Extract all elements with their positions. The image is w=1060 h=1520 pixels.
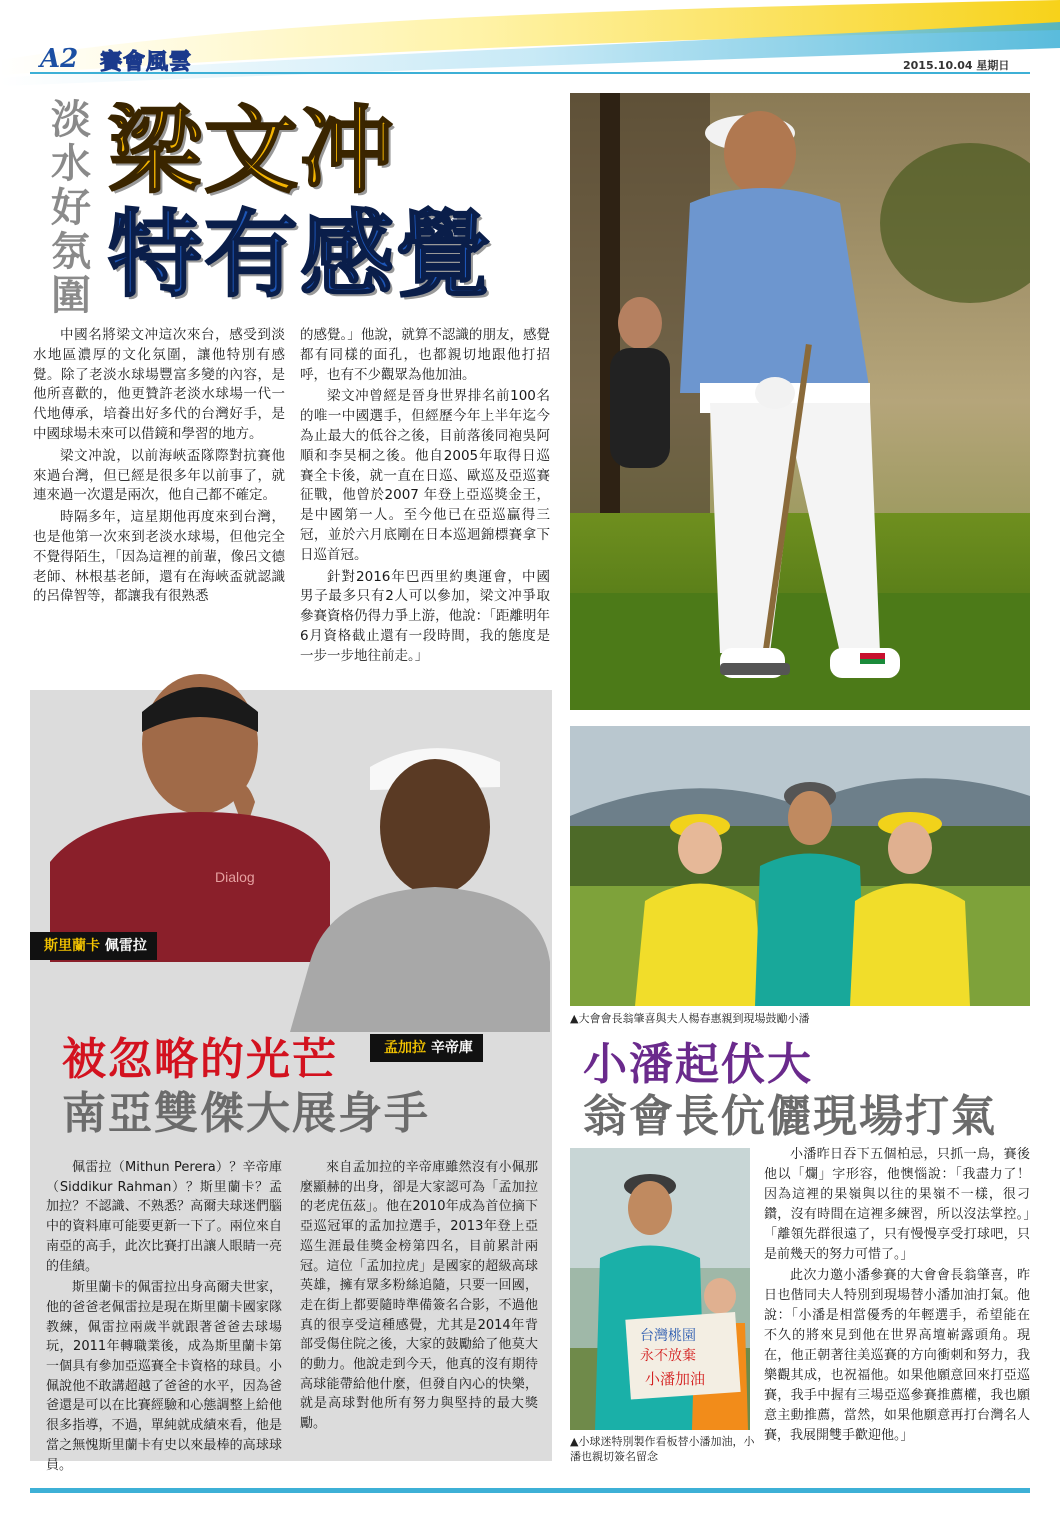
pan-headline: 小潘起伏大: [583, 1039, 813, 1090]
headline-line-2: 特有感覺: [108, 201, 493, 310]
fan-sign-photo: [570, 1148, 750, 1430]
paragraph: 小潘昨日吞下五個柏忌，只抓一鳥，賽後他以「爛」字形容，他懊惱說：「我盡力了！因為這裡的果嶺與以往的果嶺不一樣，很刁鑽，沒有時間在這裡多練習，所以沒法掌控。」「離領先群很遠了，只有慢慢享受打球吧，只是前幾天的努力可惜了。」: [764, 1147, 1030, 1262]
pan-subheadline: 翁會長伉儷現場打氣: [583, 1091, 997, 1142]
vertical-kicker: [48, 98, 94, 318]
south-asia-col-1: [46, 1158, 282, 1477]
name-tag-country: 斯里蘭卡: [44, 938, 100, 954]
footer-rule: [30, 1488, 1030, 1493]
paragraph: 時隔多年，這星期他再度來到台灣，也是他第一次來到老淡水球場，但他完全不覺得陌生，「因為這裡的前輩，像呂文德老師、林根基老師，還有在海峽盃就認識的呂偉智等，都讓我有很熟悉: [33, 509, 285, 605]
kicker-char: 淡: [51, 96, 91, 143]
sign-text: 永不放棄: [640, 1348, 696, 1364]
kicker-char: 圍: [51, 272, 91, 319]
paragraph: 梁文冲說，以前海峽盃隊際對抗賽他來過台灣，但已經是很多年以前事了，就連來過一次還是兩次，他自己都不確定。: [33, 447, 285, 504]
kicker-char: 氛: [51, 228, 91, 275]
name-tag-perera: [30, 932, 157, 960]
paragraph: 來自孟加拉的辛帝庫雖然沒有小佩那麼顯赫的出身，卻是大家認可為「孟加拉的老虎伍茲」。他在2010年成為首位摘下亞巡冠軍的孟加拉選手，2013年登上亞巡生涯最佳獎金榜第四名，目前累計兩冠。這位「孟加拉虎」是國家的超級高球英雄，擁有眾多粉絲追隨，只要一回國，走在街上都要隨時準備簽名合影，不過他真的很享受這種感覺，尤其是2014年背部受傷住院之後，大家的鼓勵給了他莫大的動力。他說走到今天，他真的沒有期待高球能帶給他什麼，但發自內心的快樂，就是高球對他所有努力與堅持的最大獎勵。: [300, 1160, 538, 1432]
name-tag-country: 孟加拉: [384, 1040, 426, 1056]
section-title: 賽會風雲: [100, 50, 193, 75]
name-tag-siddikur: [370, 1034, 483, 1062]
group-photo-caption: ▲大會會長翁肇喜與夫人楊春惠親到現場鼓勵小潘: [570, 1012, 810, 1025]
name-tag-name: 辛帝庫: [430, 1040, 473, 1056]
main-headline: [108, 97, 493, 310]
main-article-col-2: [300, 326, 550, 669]
name-tag-name: 佩雷拉: [104, 938, 147, 954]
south-asia-players-photo: [30, 662, 550, 1032]
page-number: A2: [40, 44, 79, 74]
south-asia-col-2: [300, 1158, 538, 1436]
shirt-logo-text: Dialog: [215, 869, 255, 885]
main-article-col-1: [33, 326, 285, 609]
golfer-putting-photo: [570, 93, 1030, 710]
pan-article: [764, 1145, 1030, 1448]
paragraph: 的感覺。」他說，就算不認識的朋友，感覺都有同樣的面孔，也都親切地跟他打招呼，也有不少觀眾為他加油。: [300, 327, 550, 383]
paragraph: 此次力邀小潘參賽的大會會長翁肇喜，昨日也偕同夫人特別到現場替小潘加油打氣。他說：「小潘是相當優秀的年輕選手，希望能在不久的將來見到他在世界高壇嶄露頭角。現在，他正朝著往美巡賽的方向衝刺和努力，我樂觀其成，也祝福他。如果他願意回來打亞巡賽，我手中握有三場亞巡參賽推薦權，我也願意主動推薦，當然，如果他願意再打台灣名人賽，我展開雙手歡迎他。」: [764, 1268, 1030, 1443]
headline-line-1: 梁文冲: [108, 97, 397, 206]
page-header: [0, 0, 1060, 90]
paragraph: 梁文冲曾經是晉身世界排名前100名的唯一中國選手，但經歷今年上半年迄今為止最大的低谷之後，目前落後同袍吳阿順和李昊桐之後。他自2005年取得日巡賽全卡後，就一直在日巡、歐巡及亞巡賽征戰，他曾於2007 年登上亞巡獎金王，是中國第一人。至今他已在亞巡贏得三冠，並於六月底剛在日本巡迴錦標賽拿下日巡首冠。: [300, 388, 550, 563]
group-photo: [570, 726, 1030, 1006]
south-asia-headline: 被忽略的光芒: [62, 1034, 338, 1085]
paragraph: 斯里蘭卡的佩雷拉出身高爾夫世家，他的爸爸老佩雷拉是現在斯里蘭卡國家隊教練，佩雷拉兩歲半就跟著爸爸去球場玩，2011年轉職業後，成為斯里蘭卡第一個具有參加亞巡賽全卡資格的球員。小佩說他不敢講超越了爸爸的水平，因為爸爸還是可以在比賽經驗和心態調整上給他很多指導，不過，單純就成績來看，他是當之無愧斯里蘭卡有史以來最棒的高球球員。: [46, 1280, 282, 1473]
publication-date: 2015.10.04 星期日: [903, 59, 1010, 72]
fan-sign-caption: ▲小球迷特別製作看板替小潘加油，小潘也親切簽名留念: [570, 1435, 755, 1463]
kicker-char: 好: [51, 184, 91, 231]
paragraph: 中國名將梁文冲這次來台，感受到淡水地區濃厚的文化氛圍，讓他特別有感覺。除了老淡水球場豐富多變的內容，是他所喜歡的，他更贊許老淡水球場一代一代地傳承，培養出好多代的台灣好手，是中國球場未來可以借鏡和學習的地方。: [33, 327, 285, 442]
sign-text: 台灣桃園: [640, 1328, 696, 1344]
paragraph: 佩雷拉（Mithun Perera）？辛帝庫（Siddikur Rahman）？斯里蘭卡？孟加拉？不認識、不熟悉？高爾夫球迷們腦中的資料庫可能要更新一下了。兩位來自南亞的高手，此次比賽打出讓人眼睛一亮的佳績。: [46, 1160, 282, 1274]
paragraph: 針對2016年巴西里約奧運會，中國男子最多只有2人可以參加，梁文冲爭取參賽資格仍得力爭上游，他說：「距離明年6月資格截止還有一段時間，我的態度是一步一步地往前走。」: [300, 568, 550, 664]
south-asia-subheadline: 南亞雙傑大展身手: [62, 1088, 430, 1139]
sign-text: 小潘加油: [645, 1370, 706, 1388]
kicker-char: 水: [51, 140, 91, 187]
